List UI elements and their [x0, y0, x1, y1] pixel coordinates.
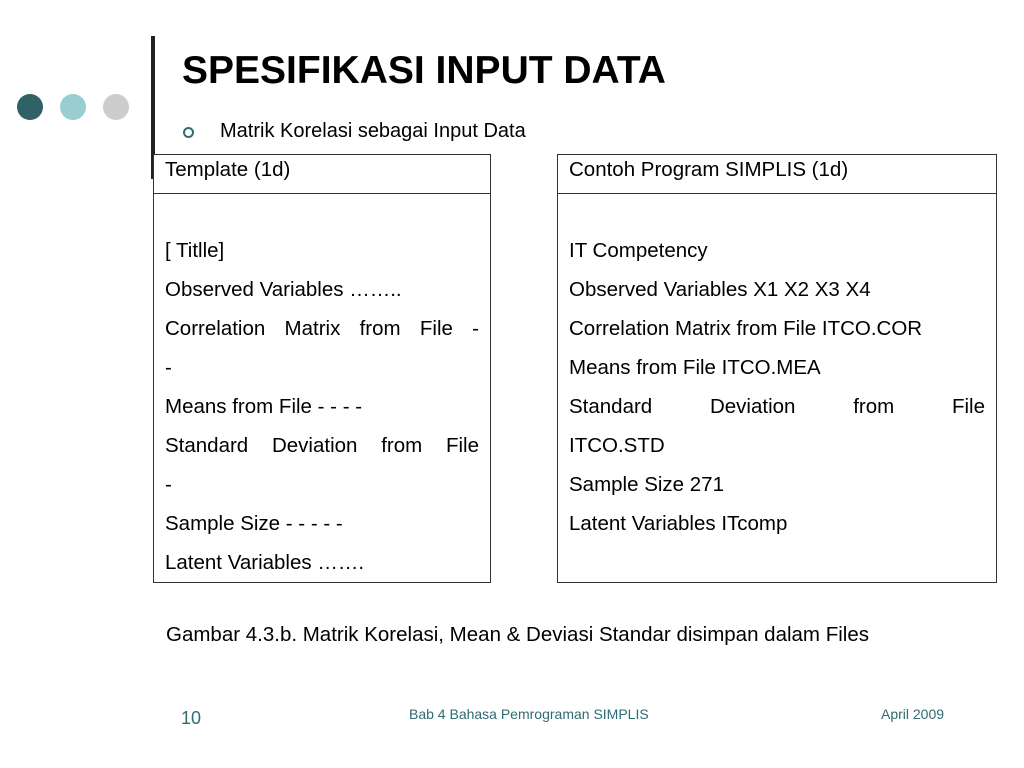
example-line-latent-variables: Latent Variables ITcomp	[569, 512, 788, 535]
template-line-correlation-continued: -	[165, 356, 172, 379]
template-box-header: Template (1d)	[154, 155, 490, 194]
footer-page-number: 10	[181, 708, 202, 728]
example-line-title: IT Competency	[569, 239, 708, 262]
template-line-latent-variables: Latent Variables …….	[165, 551, 365, 574]
footer-chapter-title: Bab 4 Bahasa Pemrograman SIMPLIS	[409, 706, 649, 722]
template-line-observed-variables: Observed Variables ……..	[165, 278, 402, 301]
decorative-dot-dark	[17, 94, 43, 120]
template-line-means: Means from File - - - -	[165, 395, 363, 418]
template-box-body	[154, 194, 490, 582]
decorative-dot-grey	[103, 94, 129, 120]
example-line-standard-deviation: Standard Deviation from File	[569, 395, 985, 418]
bullet-text: Matrik Korelasi sebagai Input Data	[220, 120, 526, 142]
example-box-body	[558, 194, 996, 543]
figure-caption: Gambar 4.3.b. Matrik Korelasi, Mean & Deviasi Standar disimpan dalam Files	[166, 623, 869, 646]
example-line-correlation-matrix: Correlation Matrix from File ITCO.COR	[569, 317, 923, 340]
decorative-dot-teal	[60, 94, 86, 120]
slide-title: SPESIFIKASI INPUT DATA	[182, 49, 666, 92]
example-line-standard-deviation-file: ITCO.STD	[569, 434, 665, 457]
template-line-correlation-matrix: Correlation Matrix from File -	[165, 317, 479, 340]
example-line-means: Means from File ITCO.MEA	[569, 356, 821, 379]
template-line-standard-deviation: Standard Deviation from File	[165, 434, 479, 457]
template-line-title: [ Titlle]	[165, 239, 225, 262]
example-program-box	[557, 154, 997, 583]
template-box	[153, 154, 491, 583]
example-box-header: Contoh Program SIMPLIS (1d)	[558, 155, 996, 194]
footer-date: April 2009	[881, 706, 945, 722]
example-line-observed-variables: Observed Variables X1 X2 X3 X4	[569, 278, 871, 301]
example-line-sample-size: Sample Size 271	[569, 473, 724, 496]
template-line-sample-size: Sample Size - - - - -	[165, 512, 343, 535]
template-line-standard-deviation-continued: -	[165, 473, 172, 496]
circle-bullet-icon	[183, 127, 194, 138]
